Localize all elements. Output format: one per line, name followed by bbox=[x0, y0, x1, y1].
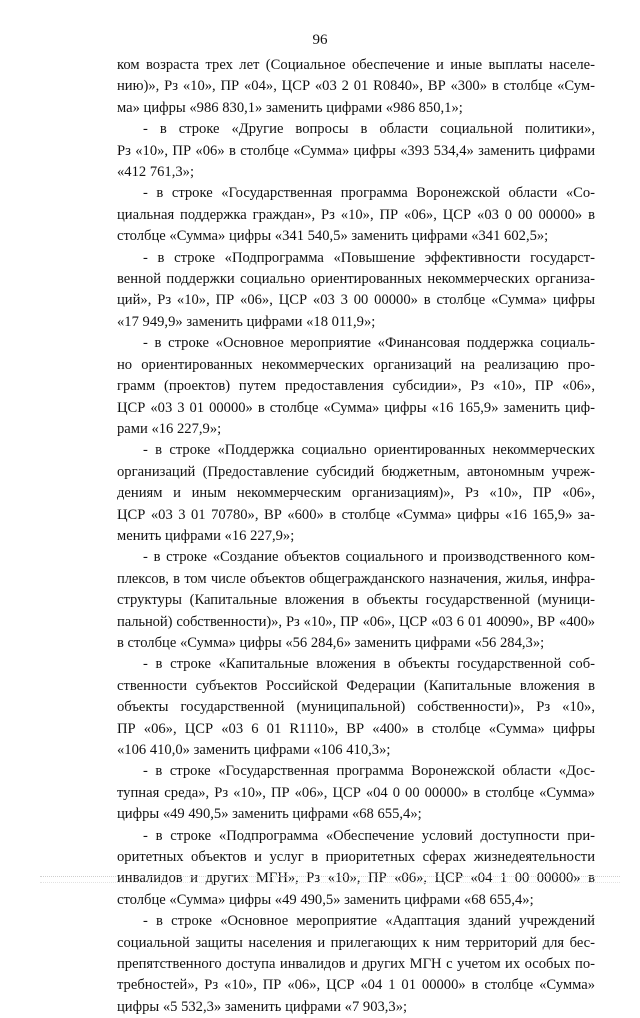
text-line: но ориентированных некоммерческих организаций на реализацию про- bbox=[117, 356, 595, 373]
amendment-item bbox=[117, 826, 595, 912]
paragraph-continuation bbox=[117, 55, 595, 119]
text-line: «412 761,3»; bbox=[117, 164, 195, 181]
text-line: ма» цифры «986 830,1» заменить цифрами «986 850,1»; bbox=[117, 99, 463, 116]
text-line: - в строке «Государственная программа Воронежской области «Дос- bbox=[143, 763, 595, 780]
text-line: грамм (проектов) путем предоставления субсидии», Рз «10», ПР «06», bbox=[117, 378, 595, 395]
text-line: Рз «10», ПР «06» в столбце «Сумма» цифры «393 534,4» заменить цифрами bbox=[117, 142, 595, 159]
scan-artifact-line bbox=[40, 882, 620, 883]
text-line: дениям и иным некоммерческим организациям)», Рз «10», ПР «06», bbox=[117, 485, 595, 502]
text-line: оритетных объектов и услуг в приоритетных сферах жизнедеятельности bbox=[117, 849, 595, 866]
text-line: - в строке «Основное мероприятие «Адаптация зданий учреждений bbox=[143, 913, 595, 930]
amendment-item bbox=[117, 440, 595, 547]
text-line: менить цифрами «16 227,9»; bbox=[117, 527, 295, 544]
text-line: требностей», Рз «10», ПР «06», ЦСР «04 1 01 00000» в столбце «Сумма» bbox=[117, 977, 595, 994]
text-line: столбце «Сумма» цифры «49 490,5» заменить цифрами «68 655,4»; bbox=[117, 891, 534, 908]
amendment-item bbox=[117, 654, 595, 761]
text-line: - в строке «Государственная программа Воронежской области «Со- bbox=[143, 185, 595, 202]
text-line: тупная среда», Рз «10», ПР «06», ЦСР «04 0 00 00000» в столбце «Сумма» bbox=[117, 784, 595, 801]
text-line: циальная поддержка граждан», Рз «10», ПР «06», ЦСР «03 0 00 00000» в bbox=[117, 206, 595, 223]
text-line: - в строке «Создание объектов социального и производственного ком- bbox=[143, 549, 595, 566]
text-line: «106 410,0» заменить цифрами «106 410,3»; bbox=[117, 742, 391, 758]
text-line: ком возраста трех лет (Социальное обеспечение и иные выплаты населе- bbox=[117, 57, 595, 73]
text-line: пальной) собственности)», Рз «10», ПР «06», ЦСР «03 6 01 40090», ВР «400» bbox=[117, 613, 595, 630]
text-line: - в строке «Основное мероприятие «Финансовая поддержка социаль- bbox=[143, 335, 595, 352]
text-line: «17 949,9» заменить цифрами «18 011,9»; bbox=[117, 313, 376, 330]
text-line: венной поддержки социально ориентированных некоммерческих организа- bbox=[117, 271, 595, 288]
text-line: - в строке «Поддержка социально ориентированных некоммерческих bbox=[143, 442, 595, 459]
text-line: ЦСР «03 3 01 70780», ВР «600» в столбце «Сумма» цифры «16 165,9» за- bbox=[117, 506, 595, 523]
text-line: рами «16 227,9»; bbox=[117, 420, 222, 437]
scan-artifact-line bbox=[40, 876, 620, 877]
text-line: ЦСР «03 3 01 00000» в столбце «Сумма» цифры «16 165,9» заменить циф- bbox=[117, 399, 595, 416]
document-body bbox=[117, 55, 595, 1018]
amendment-item bbox=[117, 119, 595, 183]
text-line: ственности субъектов Российской Федерации (Капитальные вложения в bbox=[117, 677, 595, 694]
text-line: цифры «5 532,3» заменить цифрами «7 903,3»; bbox=[117, 998, 408, 1015]
text-line: социальной защиты населения и прилегающих к ним территорий для бес- bbox=[117, 934, 595, 951]
text-line: ПР «06», ЦСР «03 6 01 R1110», ВР «400» в столбце «Сумма» цифры bbox=[117, 720, 595, 737]
text-line: цифры «49 490,5» заменить цифрами «68 655,4»; bbox=[117, 806, 422, 823]
text-line: - в строке «Подпрограмма «Обеспечение условий доступности при- bbox=[143, 827, 595, 844]
text-line: - в строке «Подпрограмма «Повышение эффективности государст- bbox=[143, 249, 595, 266]
text-line: плексов, в том числе объектов общегражданского назначения, жилья, инфра- bbox=[117, 570, 595, 587]
amendment-item bbox=[117, 248, 595, 334]
text-line: - в строке «Другие вопросы в области социальной политики», bbox=[143, 121, 595, 138]
amendment-item bbox=[117, 183, 595, 247]
amendment-item bbox=[117, 547, 595, 654]
text-line: нию)», Рз «10», ПР «04», ЦСР «03 2 01 R0840», ВР «300» в столбце «Сум- bbox=[117, 78, 595, 95]
amendment-item bbox=[117, 911, 595, 1018]
text-line: ций», Рз «10», ПР «06», ЦСР «03 3 00 00000» в столбце «Сумма» цифры bbox=[117, 292, 595, 309]
text-line: препятственного доступа инвалидов и других МГН с учетом их особых по- bbox=[117, 956, 595, 973]
text-line: объекты государственной (муниципальной) собственности)», Рз «10», bbox=[117, 699, 595, 716]
text-line: столбце «Сумма» цифры «341 540,5» заменить цифрами «341 602,5»; bbox=[117, 228, 549, 245]
text-line: структуры (Капитальные вложения в объекты государственной (муници- bbox=[117, 592, 595, 609]
text-line: организаций (Предоставление субсидий бюджетным, автономным учреж- bbox=[117, 463, 595, 480]
amendment-item bbox=[117, 333, 595, 440]
text-line: инвалидов и других МГН», Рз «10», ПР «06», ЦСР «04 1 00 00000» в bbox=[117, 870, 595, 887]
text-line: в столбце «Сумма» цифры «56 284,6» заменить цифрами «56 284,3»; bbox=[117, 634, 545, 651]
amendment-item bbox=[117, 761, 595, 825]
page-number: 96 bbox=[312, 32, 328, 48]
text-line: - в строке «Капитальные вложения в объекты государственной соб- bbox=[143, 656, 595, 673]
